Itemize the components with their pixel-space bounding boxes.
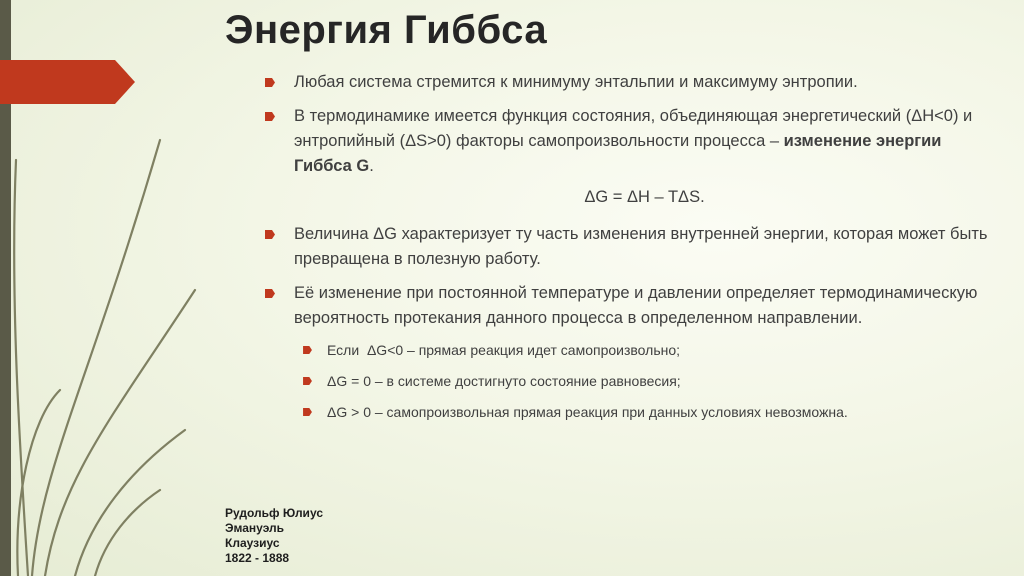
sub-bullet-item: [265, 401, 995, 423]
sub-bullet-text: Если ΔG<0 – прямая реакция идет самопроизвольно;: [327, 342, 681, 358]
slide-title: Энергия Гиббса: [225, 8, 548, 52]
gibbs-formula: ΔG = ΔH – TΔS.: [584, 188, 705, 206]
arrow-bullet-icon: [265, 289, 275, 298]
bullet-bold-term: изменение энергии Гиббса G: [294, 132, 942, 175]
sub-bullet-item: [265, 370, 995, 392]
bullet-item: [265, 222, 995, 272]
caption-line: Клаузиус: [225, 536, 280, 550]
sub-bullet-item: [265, 339, 995, 361]
bullet-item: [265, 281, 995, 331]
bullet-item: [265, 104, 995, 179]
bullet-text: В термодинамике имеется функция состояния, объединяющая энергетический (ΔH<0) и энтропийный (ΔS>0) факторы самопроизвольности процесса –: [294, 107, 973, 150]
arrow-bullet-icon: [265, 112, 275, 121]
bullet-text: Любая система стремится к минимуму энтальпии и максимуму энтропии.: [294, 73, 858, 91]
arrow-bullet-icon: [265, 78, 275, 87]
bullet-item: [265, 70, 995, 95]
arrow-bullet-icon: [303, 377, 312, 385]
arrow-bullet-icon: [265, 230, 275, 239]
accent-banner: [0, 60, 135, 104]
bullet-text: Её изменение при постоянной температуре и давлении определяет термодинамическую вероятность протекания данного процесса в определенном направлении.: [294, 284, 978, 327]
arrow-bullet-icon: [303, 346, 312, 354]
caption-line: Эмануэль: [225, 521, 285, 535]
portrait-caption: [225, 506, 323, 566]
arrow-bullet-icon: [303, 408, 312, 416]
sub-bullet-text: ΔG > 0 – самопроизвольная прямая реакция при данных условиях невозможна.: [327, 404, 848, 420]
caption-line: Рудольф Юлиус: [225, 506, 323, 520]
slide-content: [265, 70, 995, 423]
sub-bullet-text: ΔG = 0 – в системе достигнуто состояние равновесия;: [327, 373, 681, 389]
bullet-tail: .: [369, 157, 374, 175]
caption-line: 1822 - 1888: [225, 551, 290, 565]
bullet-text: Величина ΔG характеризует ту часть изменения внутренней энергии, которая может быть превращена в полезную работу.: [294, 225, 988, 268]
